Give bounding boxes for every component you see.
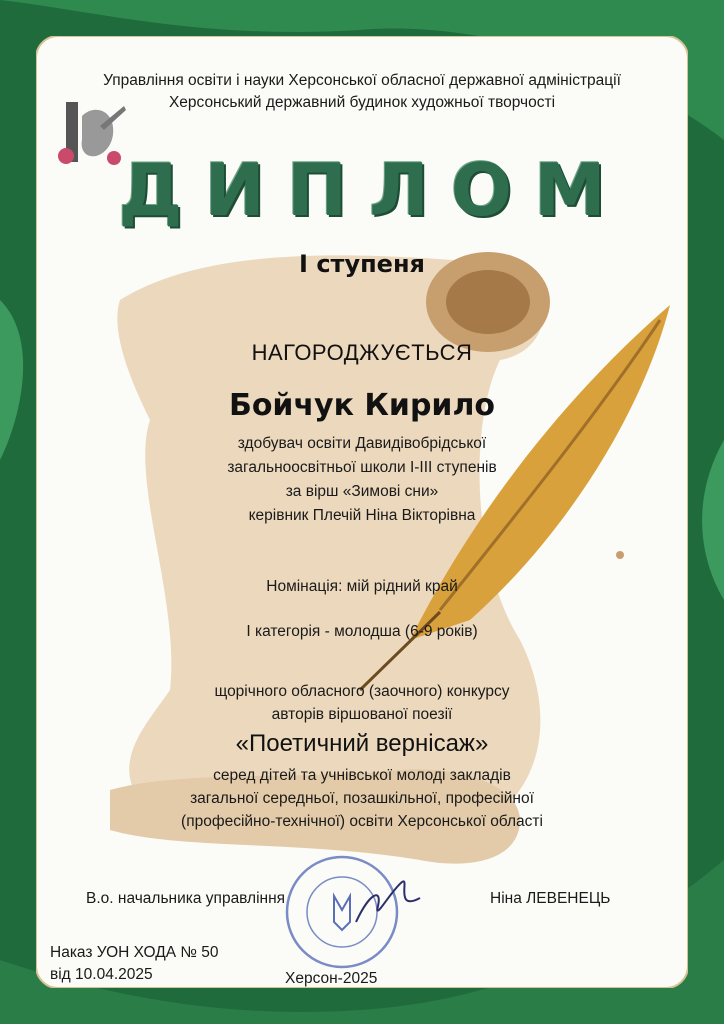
- order-number: Наказ УОН ХОДА № 50: [50, 944, 219, 961]
- signatory-position: В.о. начальника управління: [86, 890, 286, 907]
- category-label: І категорія - молодша (6-9 років): [246, 623, 478, 640]
- contest-name: «Поетичний вернісаж»: [235, 730, 489, 757]
- contest-outro-line: (професійно-технічної) освіти Херсонської області: [181, 813, 543, 830]
- place-year: Херсон-2025: [285, 970, 378, 987]
- detail-line: загальноосвітньої школи І-ІІІ ступенів: [227, 459, 497, 476]
- diploma-title: ДИПЛОМ: [118, 148, 628, 232]
- contest-intro-line: щорічного обласного (заочного) конкурсу: [214, 683, 510, 700]
- header-line-1: Управління освіти і науки Херсонської обласної державної адміністрації: [103, 72, 621, 89]
- contest-outro-line: серед дітей та учнівської молоді закладів: [213, 767, 511, 784]
- contest-intro-line: авторів віршованої поезії: [271, 706, 453, 723]
- detail-line: здобувач освіти Давидівобрідської: [237, 435, 487, 452]
- awarded-label: НАГОРОДЖУЄТЬСЯ: [251, 340, 473, 365]
- signatory-name: Ніна ЛЕВЕНЕЦЬ: [490, 890, 611, 907]
- official-stamp: [270, 852, 440, 972]
- nomination-label: Номінація: мій рідний край: [266, 578, 458, 595]
- header-line-2: Херсонський державний будинок художньої творчості: [168, 94, 556, 111]
- contest-outro-line: загальної середньої, позашкільної, професійної: [190, 790, 534, 807]
- detail-line: керівник Плечій Ніна Вікторівна: [248, 507, 476, 524]
- detail-line: за вірш «Зимові сни»: [285, 483, 439, 500]
- recipient-name: Бойчук Кирило: [228, 388, 496, 423]
- degree-label: І ступеня: [299, 250, 425, 278]
- order-date: від 10.04.2025: [50, 966, 153, 983]
